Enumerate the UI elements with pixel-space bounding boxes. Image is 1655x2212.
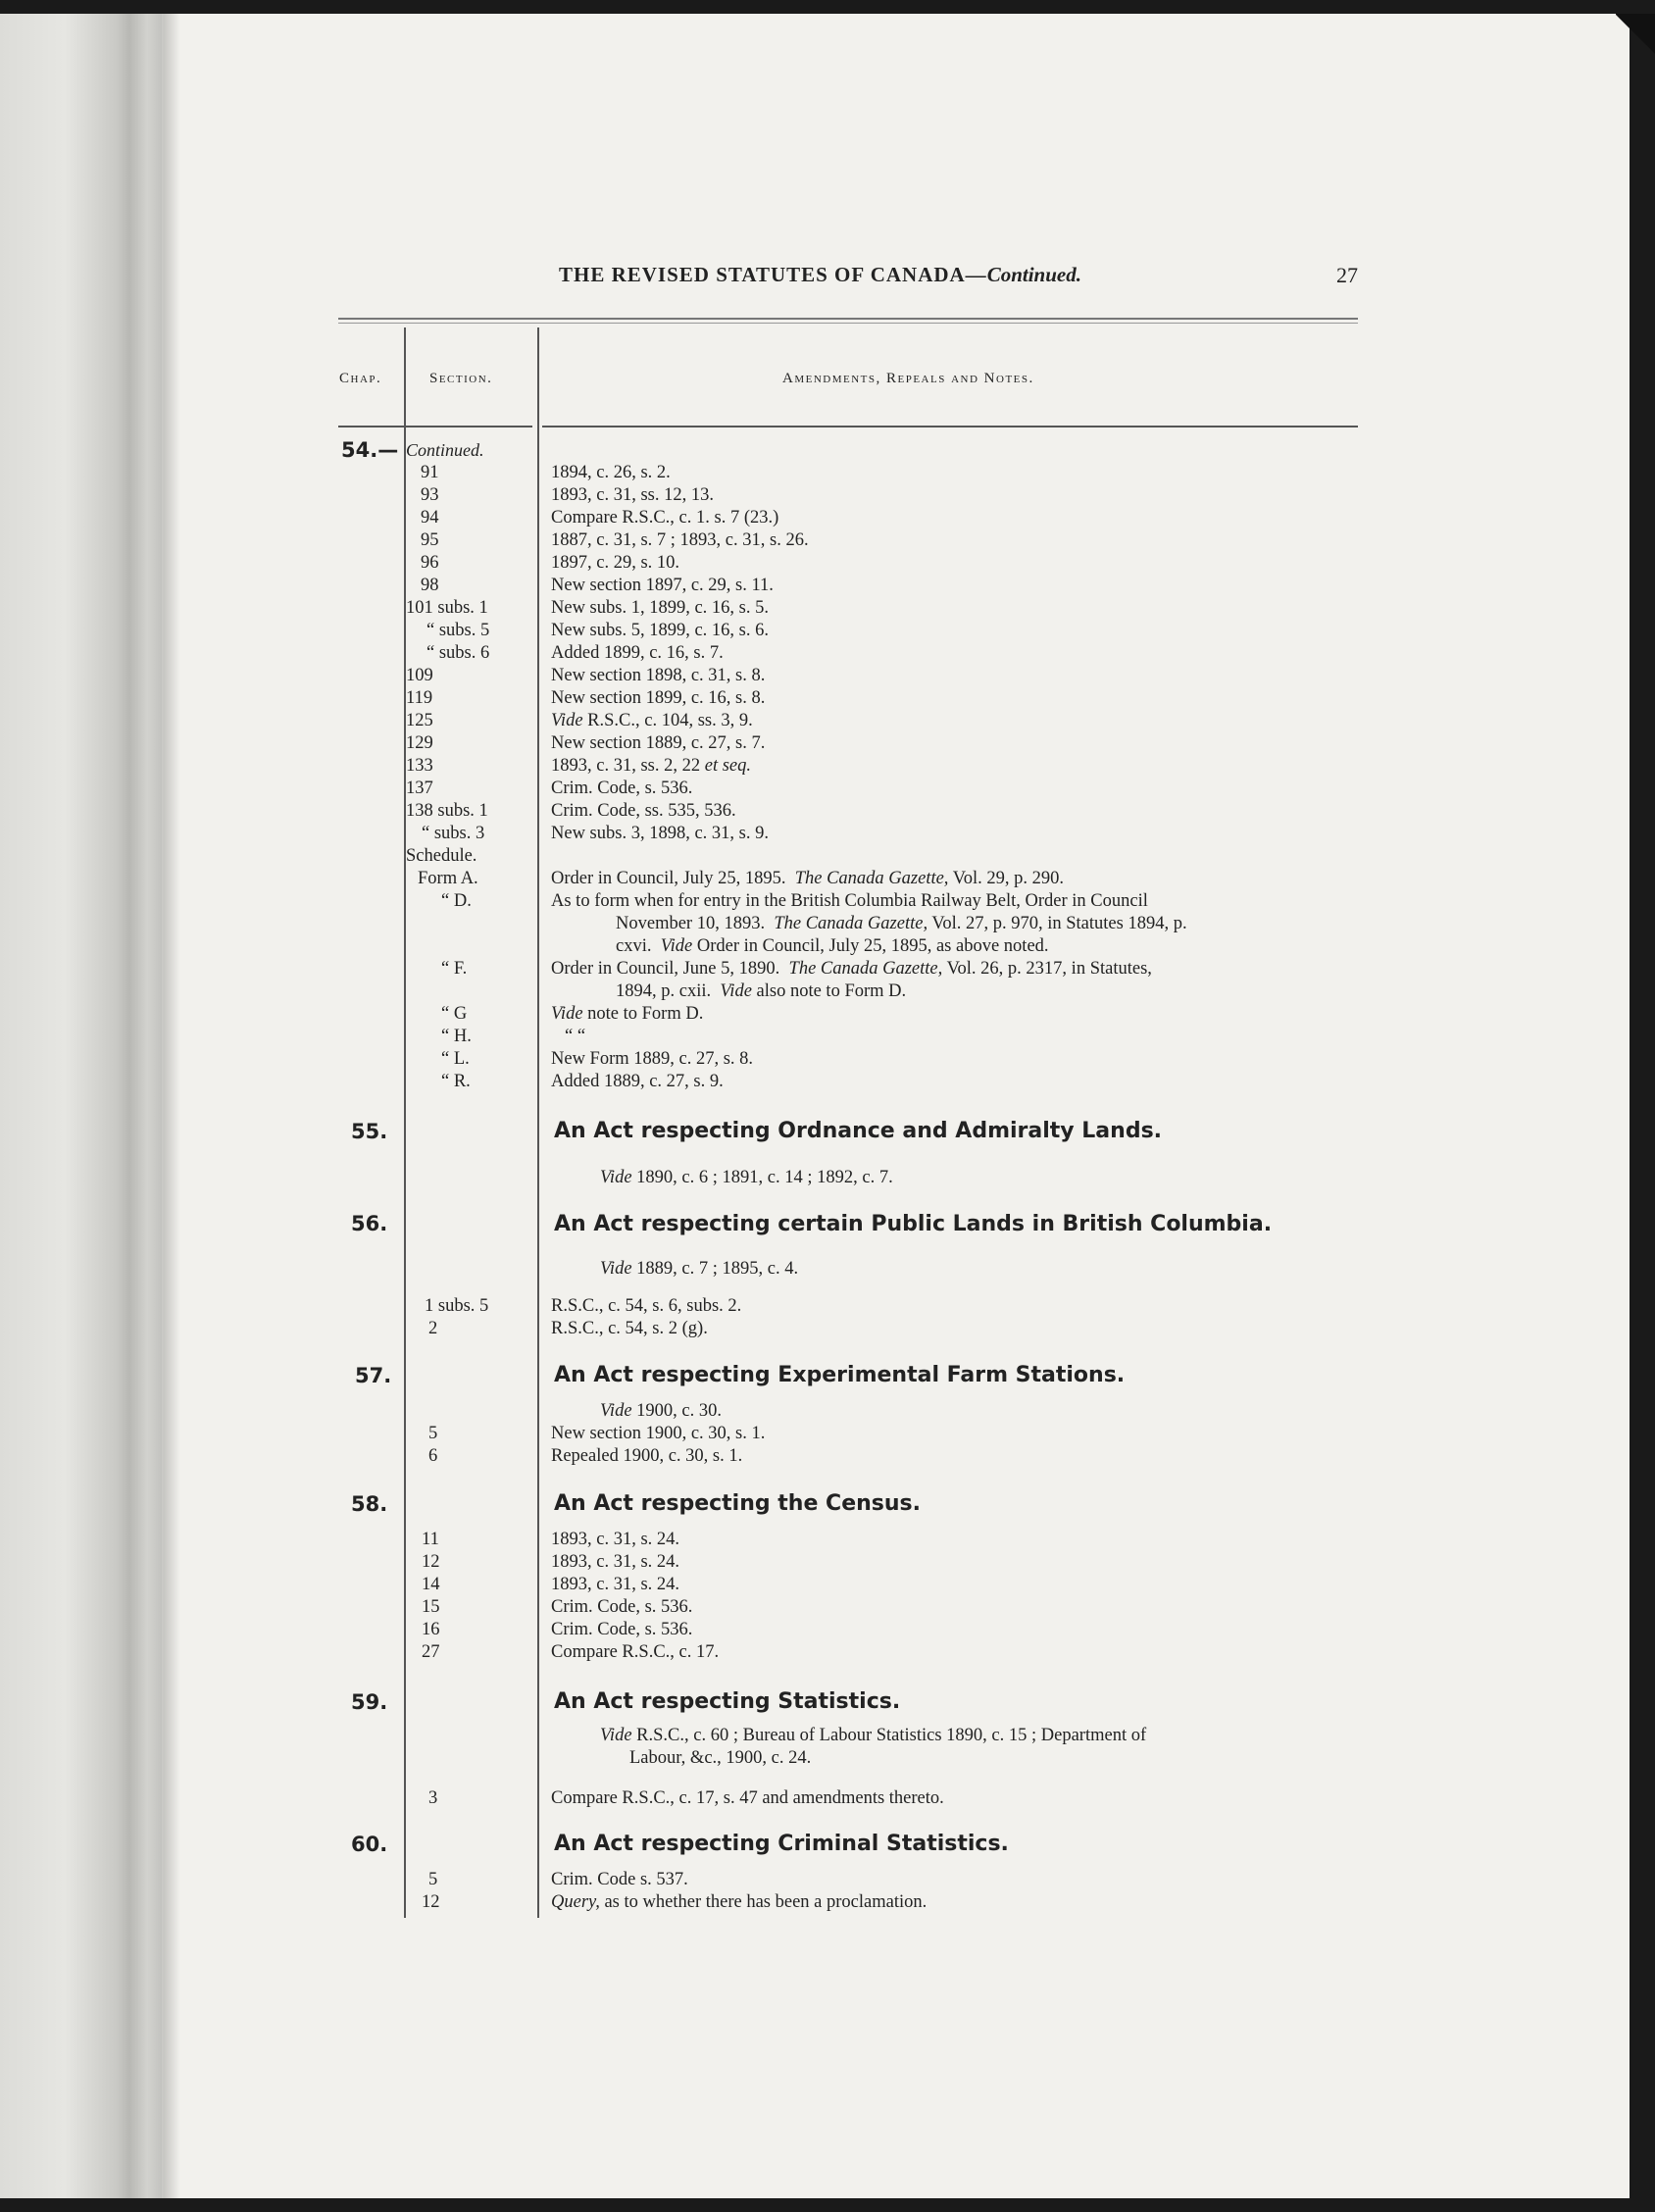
- section-cell: 11: [422, 1530, 439, 1549]
- section-cell: 119: [406, 688, 433, 708]
- note-cell: Compare R.S.C., c. 17.: [551, 1642, 720, 1662]
- section-cell: 12: [422, 1892, 440, 1912]
- vide-note: Vide 1890, c. 6 ; 1891, c. 14 ; 1892, c. 7.: [600, 1168, 893, 1187]
- vide-note: Vide R.S.C., c. 60 ; Bureau of Labour Statistics 1890, c. 15 ; Department of: [600, 1726, 1147, 1745]
- note-cell: 1897, c. 29, s. 10.: [551, 553, 680, 573]
- chapter-number: 57.: [355, 1364, 392, 1387]
- section-cell: 16: [422, 1620, 440, 1639]
- section-cell: “ subs. 3: [422, 824, 485, 843]
- chapter-number: 55.: [351, 1120, 388, 1143]
- note-cell: New section 1897, c. 29, s. 11.: [551, 576, 774, 595]
- page-paper: [0, 14, 1630, 2198]
- section-cell: 5: [428, 1424, 438, 1443]
- section-cell: 101 subs. 1: [406, 598, 488, 618]
- chapter-number: 60.: [351, 1833, 388, 1856]
- note-cell: New section 1900, c. 30, s. 1.: [551, 1424, 766, 1443]
- note-cell: “ “: [565, 1027, 586, 1046]
- note-cell: 1893, c. 31, s. 24.: [551, 1530, 680, 1549]
- note-cell: Crim. Code, s. 536.: [551, 1597, 693, 1617]
- section-cell: Schedule.: [406, 846, 477, 866]
- chapter-number: 56.: [351, 1212, 388, 1235]
- section-cell: “ H.: [441, 1027, 472, 1046]
- section-cell: 109: [406, 666, 433, 685]
- section-cell: 12: [422, 1552, 440, 1572]
- header-title: THE REVISED STATUTES OF CANADA—Continued.: [559, 263, 1081, 286]
- note-cell: Added 1889, c. 27, s. 9.: [551, 1072, 724, 1091]
- section-cell: 93: [421, 485, 439, 505]
- header-rule: [338, 318, 1358, 320]
- note-cell: New subs. 1, 1899, c. 16, s. 5.: [551, 598, 769, 618]
- section-cell: 98: [421, 576, 439, 595]
- note-cell: New section 1889, c. 27, s. 7.: [551, 733, 766, 753]
- book-gutter: [0, 14, 162, 2198]
- note-cell: New section 1899, c. 16, s. 8.: [551, 688, 766, 708]
- note-cell: Crim. Code, ss. 535, 536.: [551, 801, 736, 821]
- note-cell: Query, as to whether there has been a proclamation.: [551, 1892, 928, 1912]
- note-cell: Repealed 1900, c. 30, s. 1.: [551, 1446, 743, 1466]
- note-cell: 1893, c. 31, s. 24.: [551, 1575, 680, 1594]
- section-cell: “ D.: [441, 891, 472, 911]
- note-cell: Crim. Code, s. 536.: [551, 1620, 693, 1639]
- section-cell: 15: [422, 1597, 440, 1617]
- note-cell: 1894, c. 26, s. 2.: [551, 463, 671, 482]
- section-cell: “ G: [441, 1004, 468, 1024]
- note-cell: New subs. 5, 1899, c. 16, s. 6.: [551, 621, 769, 640]
- section-cell: Form A.: [418, 869, 478, 888]
- section-cell: 27: [422, 1642, 440, 1662]
- chapter-number: 54.—: [341, 438, 399, 462]
- note-cell: As to form when for entry in the British Columbia Railway Belt, Order in Council: [551, 891, 1148, 911]
- continued-label: Continued.: [406, 440, 484, 460]
- section-cell: 138 subs. 1: [406, 801, 488, 821]
- vide-note: Vide 1889, c. 7 ; 1895, c. 4.: [600, 1259, 799, 1279]
- note-cell: New subs. 3, 1898, c. 31, s. 9.: [551, 824, 769, 843]
- section-cell: “ F.: [441, 959, 468, 979]
- act-title: An Act respecting Statistics.: [554, 1689, 901, 1714]
- section-cell: “ R.: [441, 1072, 471, 1091]
- section-cell: 3: [428, 1788, 438, 1808]
- act-title: An Act respecting Experimental Farm Stations.: [554, 1363, 1126, 1387]
- note-cell: Order in Council, June 5, 1890. The Canada Gazette, Vol. 26, p. 2317, in Statutes,: [551, 959, 1152, 979]
- note-cell: Crim. Code s. 537.: [551, 1870, 688, 1889]
- section-cell: 14: [422, 1575, 440, 1594]
- act-title: An Act respecting Ordnance and Admiralty Lands.: [554, 1119, 1163, 1143]
- act-title: An Act respecting the Census.: [554, 1491, 921, 1516]
- section-cell: 129: [406, 733, 433, 753]
- note-cell: Compare R.S.C., c. 1. s. 7 (23.): [551, 508, 779, 528]
- page-number: 27: [1336, 263, 1358, 287]
- section-cell: 125: [406, 711, 433, 730]
- header-underline-right: [542, 426, 1358, 427]
- act-title: An Act respecting Criminal Statistics.: [554, 1832, 1009, 1856]
- section-cell: 133: [406, 756, 433, 776]
- note-cell: 1893, c. 31, ss. 2, 22 et seq.: [551, 756, 752, 776]
- note-cell: New Form 1889, c. 27, s. 8.: [551, 1049, 754, 1069]
- chapter-number: 59.: [351, 1690, 388, 1714]
- section-cell: 1 subs. 5: [425, 1296, 489, 1316]
- note-cell: 1894, p. cxii. Vide also note to Form D.: [616, 981, 907, 1001]
- vide-note: Vide 1900, c. 30.: [600, 1401, 722, 1421]
- note-cell: R.S.C., c. 54, s. 6, subs. 2.: [551, 1296, 742, 1316]
- section-cell: 5: [428, 1870, 438, 1889]
- act-title: An Act respecting certain Public Lands in British Columbia.: [554, 1212, 1273, 1236]
- column-header-notes: Amendments, Repeals and Notes.: [782, 371, 1034, 386]
- note-cell: New section 1898, c. 31, s. 8.: [551, 666, 766, 685]
- section-cell: 96: [421, 553, 439, 573]
- column-divider-chap: [404, 327, 406, 1918]
- header-rule-thin: [338, 323, 1358, 324]
- note-cell: R.S.C., c. 54, s. 2 (g).: [551, 1319, 708, 1338]
- column-header-chap: Chap.: [339, 371, 382, 386]
- note-cell: Order in Council, July 25, 1895. The Canada Gazette, Vol. 29, p. 290.: [551, 869, 1064, 888]
- section-cell: 6: [428, 1446, 438, 1466]
- section-cell: 2: [428, 1319, 438, 1338]
- page-fold-shadow: [147, 14, 180, 2198]
- note-cell: 1893, c. 31, ss. 12, 13.: [551, 485, 714, 505]
- note-cell: Vide R.S.C., c. 104, ss. 3, 9.: [551, 711, 753, 730]
- note-cell: Compare R.S.C., c. 17, s. 47 and amendments thereto.: [551, 1788, 944, 1808]
- chapter-number: 58.: [351, 1492, 388, 1516]
- section-cell: “ subs. 6: [426, 643, 490, 663]
- note-cell: Vide note to Form D.: [551, 1004, 704, 1024]
- section-cell: 137: [406, 779, 433, 798]
- note-cell: 1887, c. 31, s. 7 ; 1893, c. 31, s. 26.: [551, 530, 809, 550]
- column-divider-section: [537, 327, 539, 1918]
- section-cell: 94: [421, 508, 439, 528]
- note-cell: Crim. Code, s. 536.: [551, 779, 693, 798]
- note-cell: November 10, 1893. The Canada Gazette, Vol. 27, p. 970, in Statutes 1894, p.: [616, 914, 1187, 933]
- section-cell: 95: [421, 530, 439, 550]
- header-underline-left: [338, 426, 532, 427]
- section-cell: “ subs. 5: [426, 621, 490, 640]
- vide-note-continuation: Labour, &c., 1900, c. 24.: [629, 1748, 812, 1768]
- section-cell: “ L.: [441, 1049, 470, 1069]
- note-cell: Added 1899, c. 16, s. 7.: [551, 643, 724, 663]
- running-header: [333, 263, 1358, 302]
- note-cell: 1893, c. 31, s. 24.: [551, 1552, 680, 1572]
- section-cell: 91: [421, 463, 439, 482]
- note-cell: cxvi. Vide Order in Council, July 25, 1895, as above noted.: [616, 936, 1049, 956]
- page-corner: [1616, 14, 1655, 63]
- column-header-section: Section.: [429, 371, 493, 386]
